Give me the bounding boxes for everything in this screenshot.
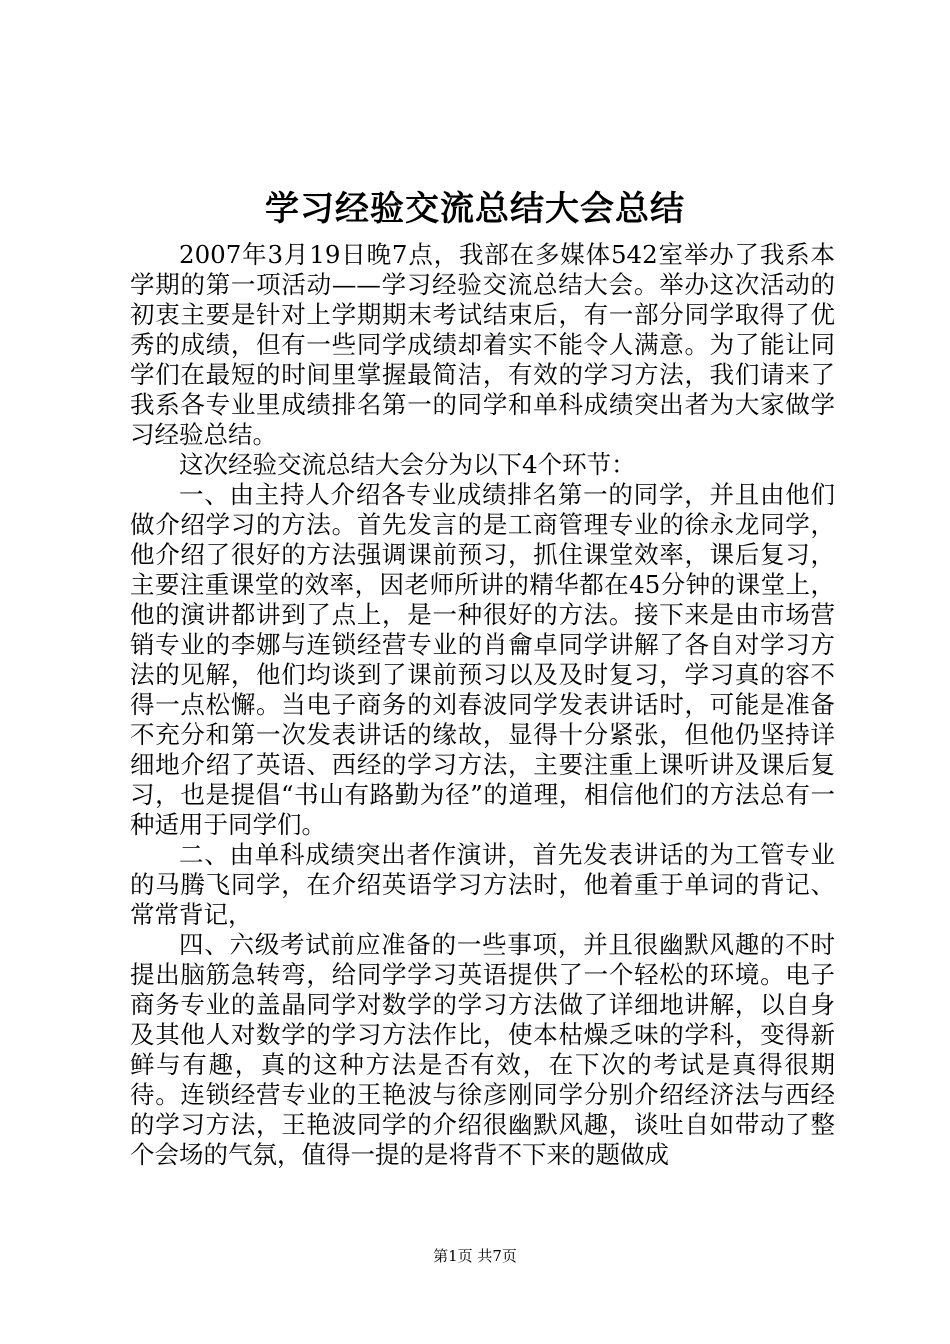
paragraph-section-one: 一、由主持人介绍各专业成绩排名第一的同学，并且由他们做介绍学习的方法。首先发言的是工商管理专业的徐永龙同学，他介绍了很好的方法强调课前预习，抓住课堂效率，课后复习，主要注重课堂的效率，因老师所讲的精华都在45分钟的课堂上，他的演讲都讲到了点上，是一种很好的方法。接下来是由市场营销专业的李娜与连锁经营专业的肖龠卓同学讲解了各自对学习方法的见解，他们均谈到了课前预习以及及时复习，学习真的容不得一点松懈。当电子商务的刘春波同学发表讲话时，可能是准备不充分和第一次发表讲话的缘故，显得十分紧张，但他仍坚持详细地介绍了英语、西经的学习方法，主要注重上课听讲及课后复习，也是提倡“书山有路勤为径”的道理，相信他们的方法总有一种适用于同学们。 [130,480,835,839]
paragraph-intro: 2007年3月19日晚7点，我部在多媒体542室举办了我系本学期的第一项活动——学习经验交流总结大会。举办这次活动的初衷主要是针对上学期期末考试结束后，有一部分同学取得了优秀的成绩，但有一些同学成绩却着实不能令人满意。为了能让同学们在最短的时间里掌握最简洁，有效的学习方法，我们请来了我系各专业里成绩排名第一的同学和单科成绩突出者为大家做学习经验总结。 [130,240,835,449]
document-title: 学习经验交流总结大会总结 [265,189,685,229]
paragraph-section-continued: 四、六级考试前应准备的一些事项，并且很幽默风趣的不时提出脑筋急转弯，给同学学习英语提供了一个轻松的环境。电子商务专业的盖晶同学对数学的学习方法做了详细地讲解，以自身及其他人对数学的学习方法作比，使本枯燥乏味的学科，变得新鲜与有趣，真的这种方法是否有效，在下次的考试是真得很期待。连锁经营专业的王艳波与徐彦刚同学分别介绍经济法与西经的学习方法，王艳波同学的介绍很幽默风趣，谈吐自如带动了整个会场的气氛，值得一提的是将背不下来的题做成 [130,930,835,1169]
paragraph-overview: 这次经验交流总结大会分为以下4个环节： [179,450,636,479]
page-number: 第1页 共7页 [433,1247,517,1265]
paragraph-section-two: 二、由单科成绩突出者作演讲，首先发表讲话的为工管专业的马腾飞同学，在介绍英语学习方法时，他着重于单词的背记、常常背记， [130,840,835,929]
document-body [130,240,835,1170]
